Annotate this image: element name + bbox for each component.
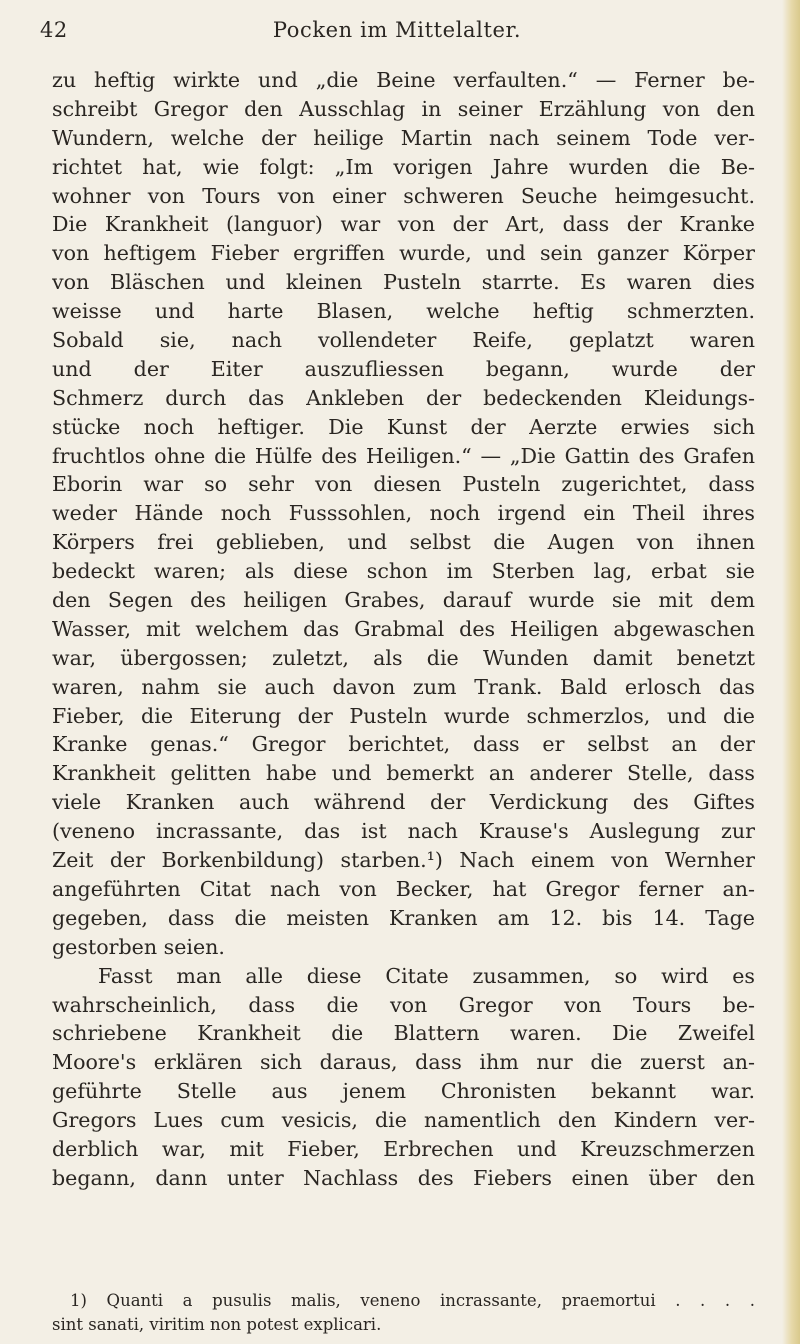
text-line: (veneno incrassante, das ist nach Krause's Auslegung zur — [52, 819, 755, 844]
text-line: Kranke genas.“ Gregor berichtet, dass er selbst an der — [52, 732, 755, 757]
text-line: weder Hände noch Fusssohlen, noch irgend ein Theil ihres — [52, 501, 755, 526]
text-line: richtet hat, wie folgt: „Im vorigen Jahre wurden die Be- — [52, 154, 755, 179]
text-line: fruchtlos ohne die Hülfe des Heiligen.“ — „Die Gattin des Grafen — [52, 443, 755, 468]
text-line: schriebene Krankheit die Blattern waren. Die Zweifel — [52, 1021, 755, 1046]
footnotes — [52, 1289, 755, 1337]
text-line: weisse und harte Blasen, welche heftig schmerzten. — [52, 299, 755, 324]
text-line: den Segen des heiligen Grabes, darauf wurde sie mit dem — [52, 588, 755, 613]
text-line: Wundern, welche der heilige Martin nach seinem Tode ver- — [52, 125, 755, 150]
text-line: Zeit der Borkenbildung) starben.¹) Nach einem von Wernher — [52, 848, 755, 873]
body-text — [52, 66, 755, 1193]
paragraph-end-line: gestorben seien. — [52, 934, 225, 959]
text-line: Krankheit gelitten habe und bemerkt an anderer Stelle, dass — [52, 761, 755, 786]
text-line: wohner von Tours von einer schweren Seuche heimgesucht. — [52, 183, 755, 208]
text-line: Fieber, die Eiterung der Pusteln wurde schmerzlos, und die — [52, 703, 755, 728]
text-line: Sobald sie, nach vollendeter Reife, geplatzt waren — [52, 328, 755, 353]
text-line: Gregors Lues cum vesicis, die namentlich den Kindern ver- — [52, 1108, 755, 1133]
text-line: war, übergossen; zuletzt, als die Wunden damit benetzt — [52, 645, 755, 670]
text-line: Die Krankheit (languor) war von der Art, dass der Kranke — [52, 212, 755, 237]
text-line: Schmerz durch das Ankleben der bedeckenden Kleidungs- — [52, 385, 755, 410]
text-line: stücke noch heftiger. Die Kunst der Aerzte erwies sich — [52, 414, 755, 439]
text-line: wahrscheinlich, dass die von Gregor von Tours be- — [52, 992, 755, 1017]
text-line: Eborin war so sehr von diesen Pusteln zugerichtet, dass — [52, 472, 755, 497]
text-line: Körpers frei geblieben, und selbst die Augen von ihnen — [52, 530, 755, 555]
text-line: zu heftig wirkte und „die Beine verfaulten.“ — Ferner be- — [52, 68, 755, 92]
text-line: Wasser, mit welchem das Grabmal des Heiligen abgewaschen — [52, 616, 755, 641]
text-line: Moore's erklären sich daraus, dass ihm nur die zuerst an- — [52, 1050, 755, 1075]
text-line: schreibt Gregor den Ausschlag in seiner Erzählung von den — [52, 96, 755, 121]
page-edge — [782, 0, 800, 1344]
text-line: und der Eiter auszufliessen begann, wurde der — [52, 356, 755, 381]
footnote-line: 1) Quanti a pusulis malis, veneno incrassante, praemortui . . . . — [70, 1291, 755, 1310]
paragraph-start-line: Fasst man alle diese Citate zusammen, so wird es — [98, 963, 755, 988]
text-line: geführte Stelle aus jenem Chronisten bekannt war. — [52, 1079, 755, 1104]
page-number: 42 — [40, 18, 68, 42]
text-line: bedeckt waren; als diese schon im Sterben lag, erbat sie — [52, 559, 755, 584]
text-line: viele Kranken auch während der Verdickung des Giftes — [52, 790, 755, 815]
text-line: von heftigem Fieber ergriffen wurde, und sein ganzer Körper — [52, 241, 755, 266]
running-title: Pocken im Mittelalter. — [272, 18, 522, 42]
text-line: von Bläschen und kleinen Pusteln starrte. Es waren dies — [52, 270, 755, 295]
text-line: waren, nahm sie auch davon zum Trank. Bald erlosch das — [52, 674, 755, 699]
page-header — [40, 18, 754, 48]
footnote-line: sint sanati, viritim non potest explicari. — [52, 1315, 382, 1334]
text-line: gegeben, dass die meisten Kranken am 12. bis 14. Tage — [52, 905, 755, 930]
text-line: angeführten Citat nach von Becker, hat Gregor ferner an- — [52, 876, 755, 901]
text-line: derblich war, mit Fieber, Erbrechen und Kreuzschmerzen — [52, 1136, 755, 1161]
text-line: begann, dann unter Nachlass des Fiebers einen über den — [52, 1165, 755, 1190]
